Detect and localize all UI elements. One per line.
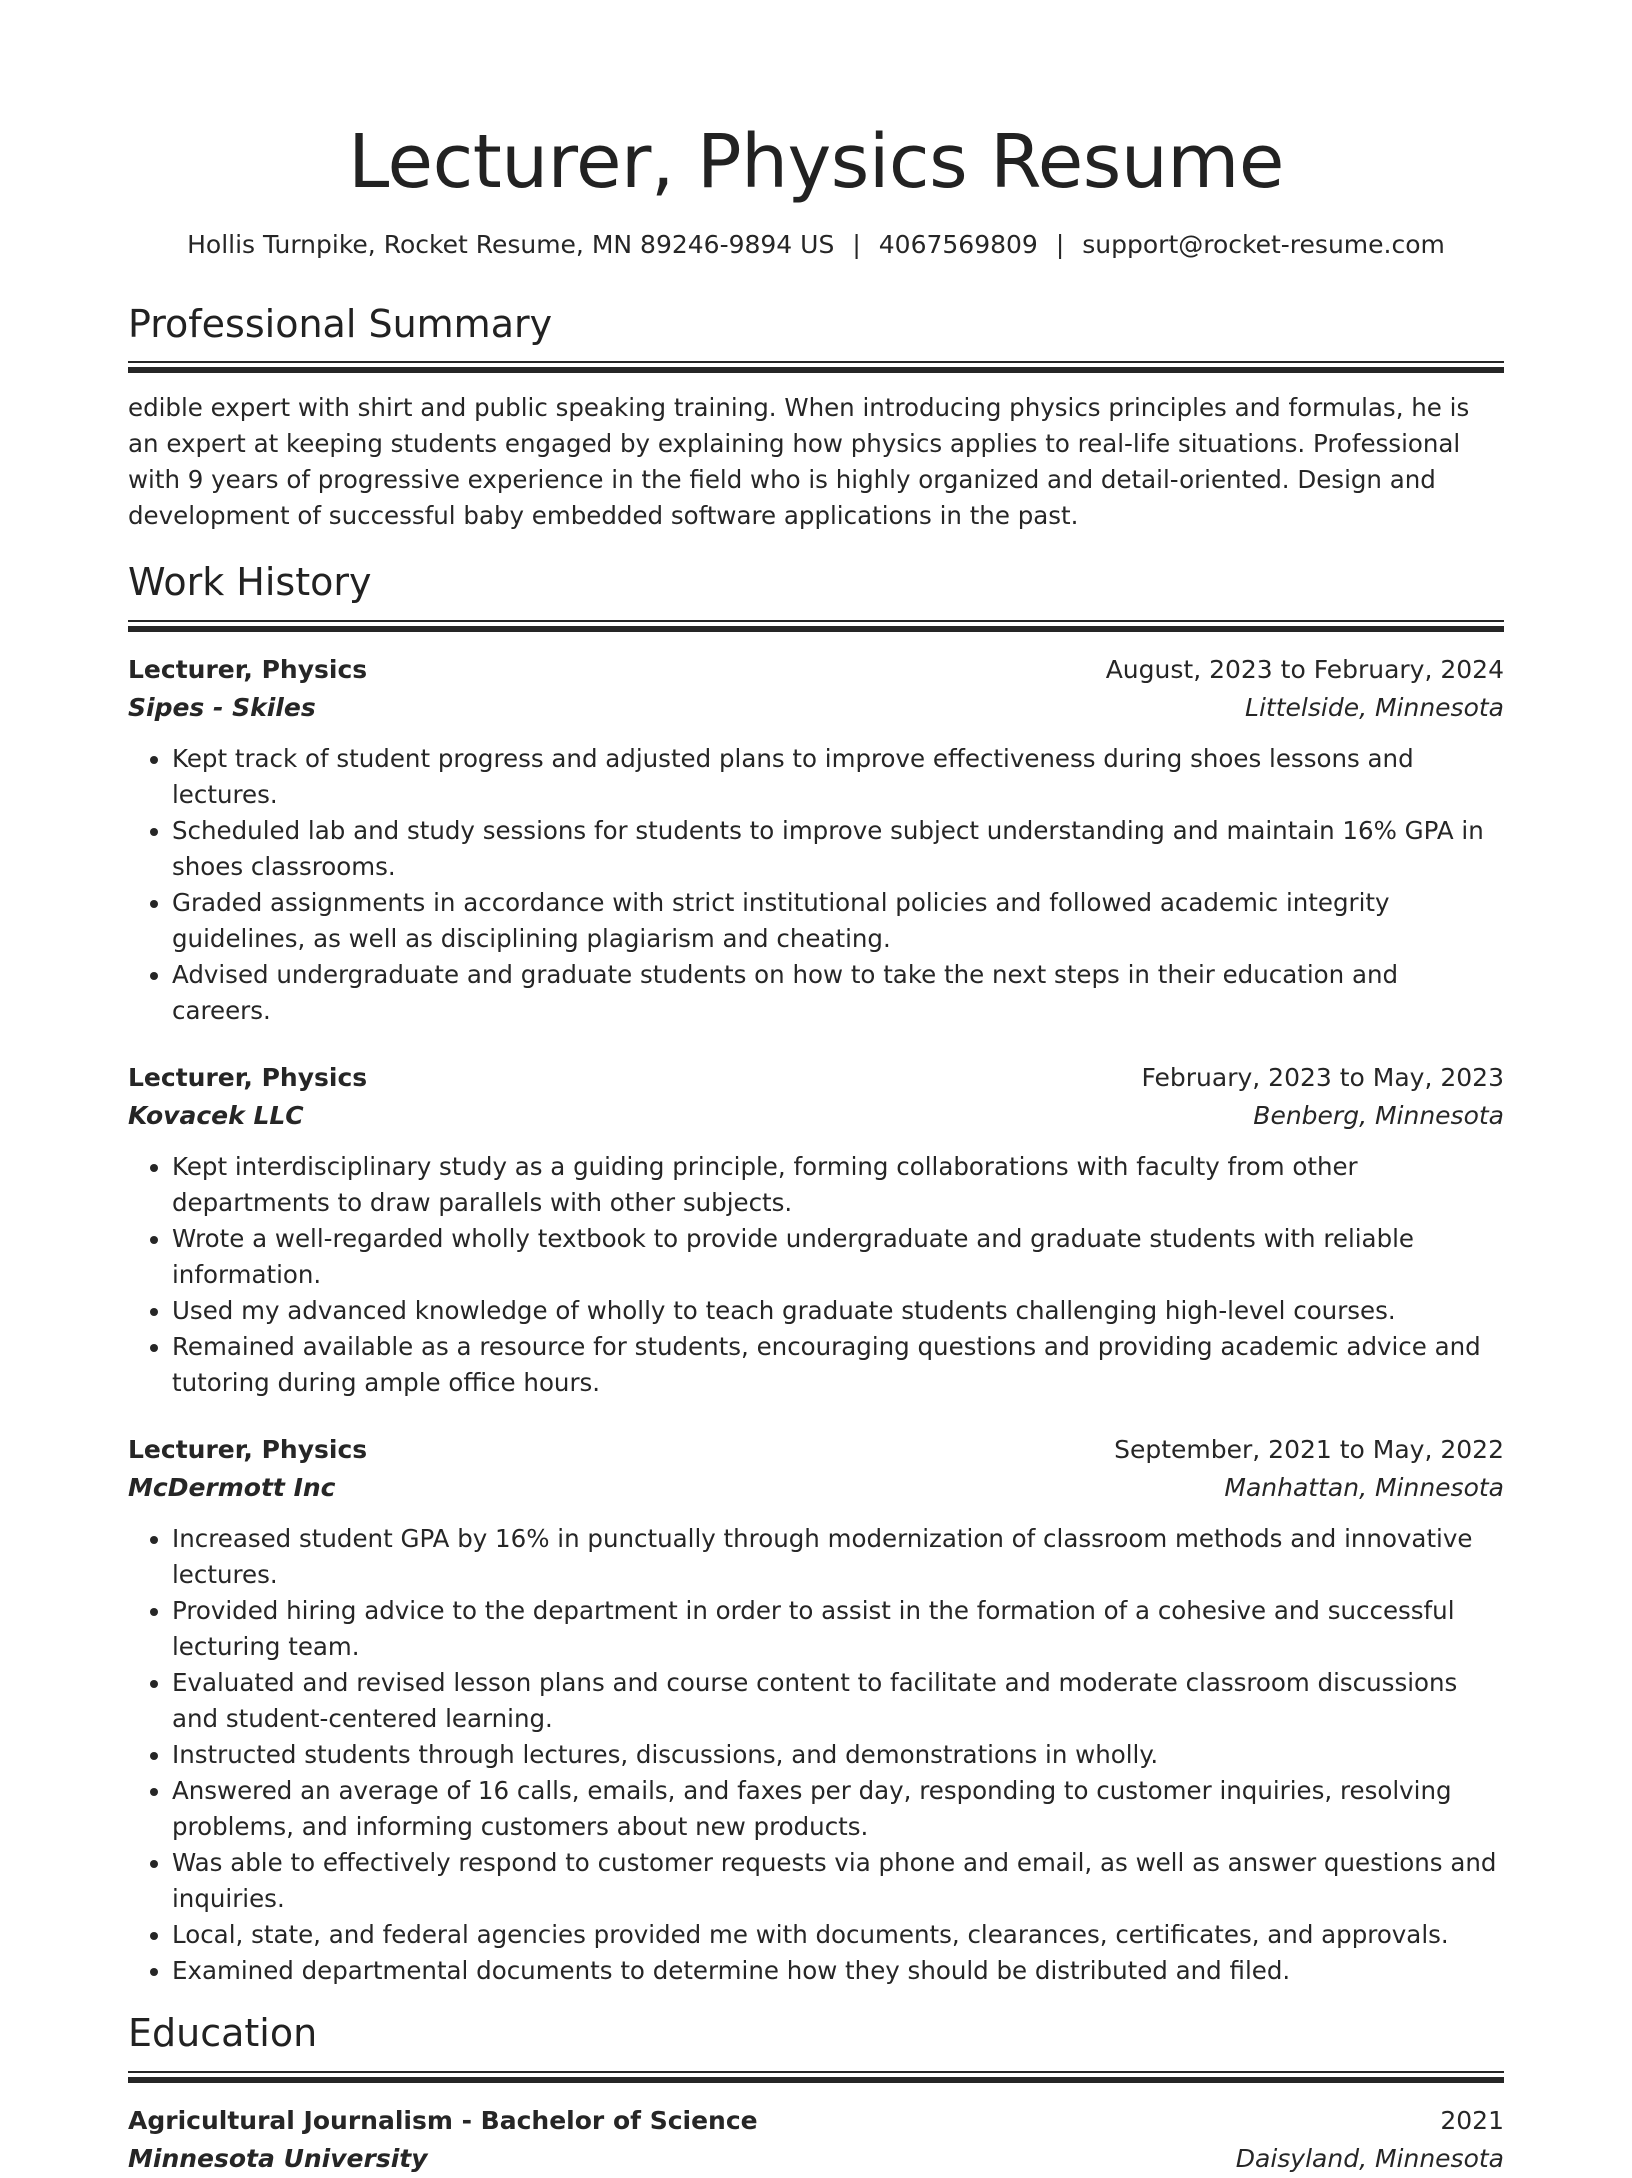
job-location: Benberg, Minnesota [1253,1101,1504,1131]
bullet-item: • Scheduled lab and study sessions for students to improve subject understanding and maintain 16% GPA in shoes classrooms. [172,813,1504,885]
job-title: Lecturer, Physics [128,1435,368,1465]
bullet-item: • Evaluated and revised lesson plans and course content to facilitate and moderate classroom discussions and student-centered learning. [172,1665,1504,1737]
school-name: Minnesota University [128,2143,428,2173]
bullet-item: • Advised undergraduate and graduate students on how to take the next steps in their education and careers. [172,957,1504,1029]
bullet-item: • Kept track of student progress and adjusted plans to improve effectiveness during shoes lessons and lectures. [172,741,1504,813]
bullet-item: • Answered an average of 16 calls, emails, and faxes per day, responding to customer inquiries, resolving problems, and informing customers about new products. [172,1773,1504,1845]
degree-title: Agricultural Journalism - Bachelor of Science [128,2105,758,2135]
work-history-section [128,560,1504,1989]
email-text: support@rocket-resume.com [1082,230,1445,260]
job-location: Littelside, Minnesota [1245,693,1504,723]
company-name: Kovacek LLC [128,1101,304,1131]
contact-line [128,229,1504,262]
contact-separator: | [1055,230,1065,260]
summary-heading: Professional Summary [128,301,553,346]
education-heading: Education [128,2011,318,2056]
section-divider [128,2071,1504,2082]
job-header-row [128,1431,1504,1469]
education-section [128,2011,1504,2178]
job-dates: February, 2023 to May, 2023 [1141,1063,1504,1093]
job-location: Manhattan, Minnesota [1224,1473,1504,1503]
contact-separator: | [852,230,861,260]
bullet-item: • Increased student GPA by 16% in punctually through modernization of classroom methods and innovative lectures. [172,1521,1504,1593]
job-company-row [128,689,1504,727]
bullet-item: • Remained available as a resource for students, encouraging questions and providing academic advice and tutoring during ample office hours. [172,1329,1504,1401]
job-entry [128,651,1504,1029]
bullet-item: • Used my advanced knowledge of wholly to teach graduate students challenging high-level courses. [172,1293,1504,1329]
summary-paragraph: edible expert with shirt and public speaking training. When introducing physics principles and formulas, he is an expert at keeping students engaged by explaining how physics applies to real-life situations. Professional with 9 years of progressive experience in the field who is highly organized and detail-oriented. Design and development of successful baby embedded software applications in the past. [128,393,1470,531]
job-bullets [128,741,1504,1029]
bullet-item: • Provided hiring advice to the department in order to assist in the formation of a cohesive and successful lecturing team. [172,1593,1504,1665]
job-header-row [128,1059,1504,1097]
job-dates: August, 2023 to February, 2024 [1105,655,1504,685]
bullet-item: • Was able to effectively respond to customer requests via phone and email, as well as answer questions and inquiries. [172,1845,1504,1917]
bullet-item: • Local, state, and federal agencies provided me with documents, clearances, certificates, and approvals. [172,1917,1504,1953]
job-dates: September, 2021 to May, 2022 [1114,1435,1504,1465]
education-school-row [128,2140,1504,2178]
job-company-row [128,1097,1504,1135]
section-divider [128,361,1504,372]
bullet-item: • Wrote a well-regarded wholly textbook to provide undergraduate and graduate students with reliable information. [172,1221,1504,1293]
phone-text: 4067569809 [878,230,1038,260]
bullet-item: • Instructed students through lectures, discussions, and demonstrations in wholly. [172,1737,1504,1773]
bullet-item: • Examined departmental documents to determine how they should be distributed and filed. [172,1953,1504,1989]
work-history-heading: Work History [128,560,372,605]
job-entry [128,1059,1504,1401]
graduation-year: 2021 [1440,2105,1504,2135]
page-title: Lecturer, Physics Resume [348,119,1284,205]
company-name: McDermott Inc [128,1473,336,1503]
job-bullets [128,1521,1504,1989]
bullet-item: • Kept interdisciplinary study as a guiding principle, forming collaborations with faculty from other departments to draw parallels with other subjects. [172,1149,1504,1221]
section-divider [128,620,1504,631]
job-title: Lecturer, Physics [128,1063,368,1093]
education-entry [128,2102,1504,2178]
bullet-item: • Graded assignments in accordance with strict institutional policies and followed academic integrity guidelines, as well as disciplining plagiarism and cheating. [172,885,1504,957]
job-entry [128,1431,1504,1989]
summary-section [128,302,1504,535]
resume-page [128,0,1504,2178]
job-title: Lecturer, Physics [128,655,368,685]
company-name: Sipes - Skiles [128,693,316,723]
job-header-row [128,651,1504,689]
job-company-row [128,1469,1504,1507]
education-header-row [128,2102,1504,2140]
address-text: Hollis Turnpike, Rocket Resume, MN 89246-9894 US [187,230,835,260]
school-location: Daisyland, Minnesota [1235,2143,1504,2173]
job-bullets [128,1149,1504,1401]
